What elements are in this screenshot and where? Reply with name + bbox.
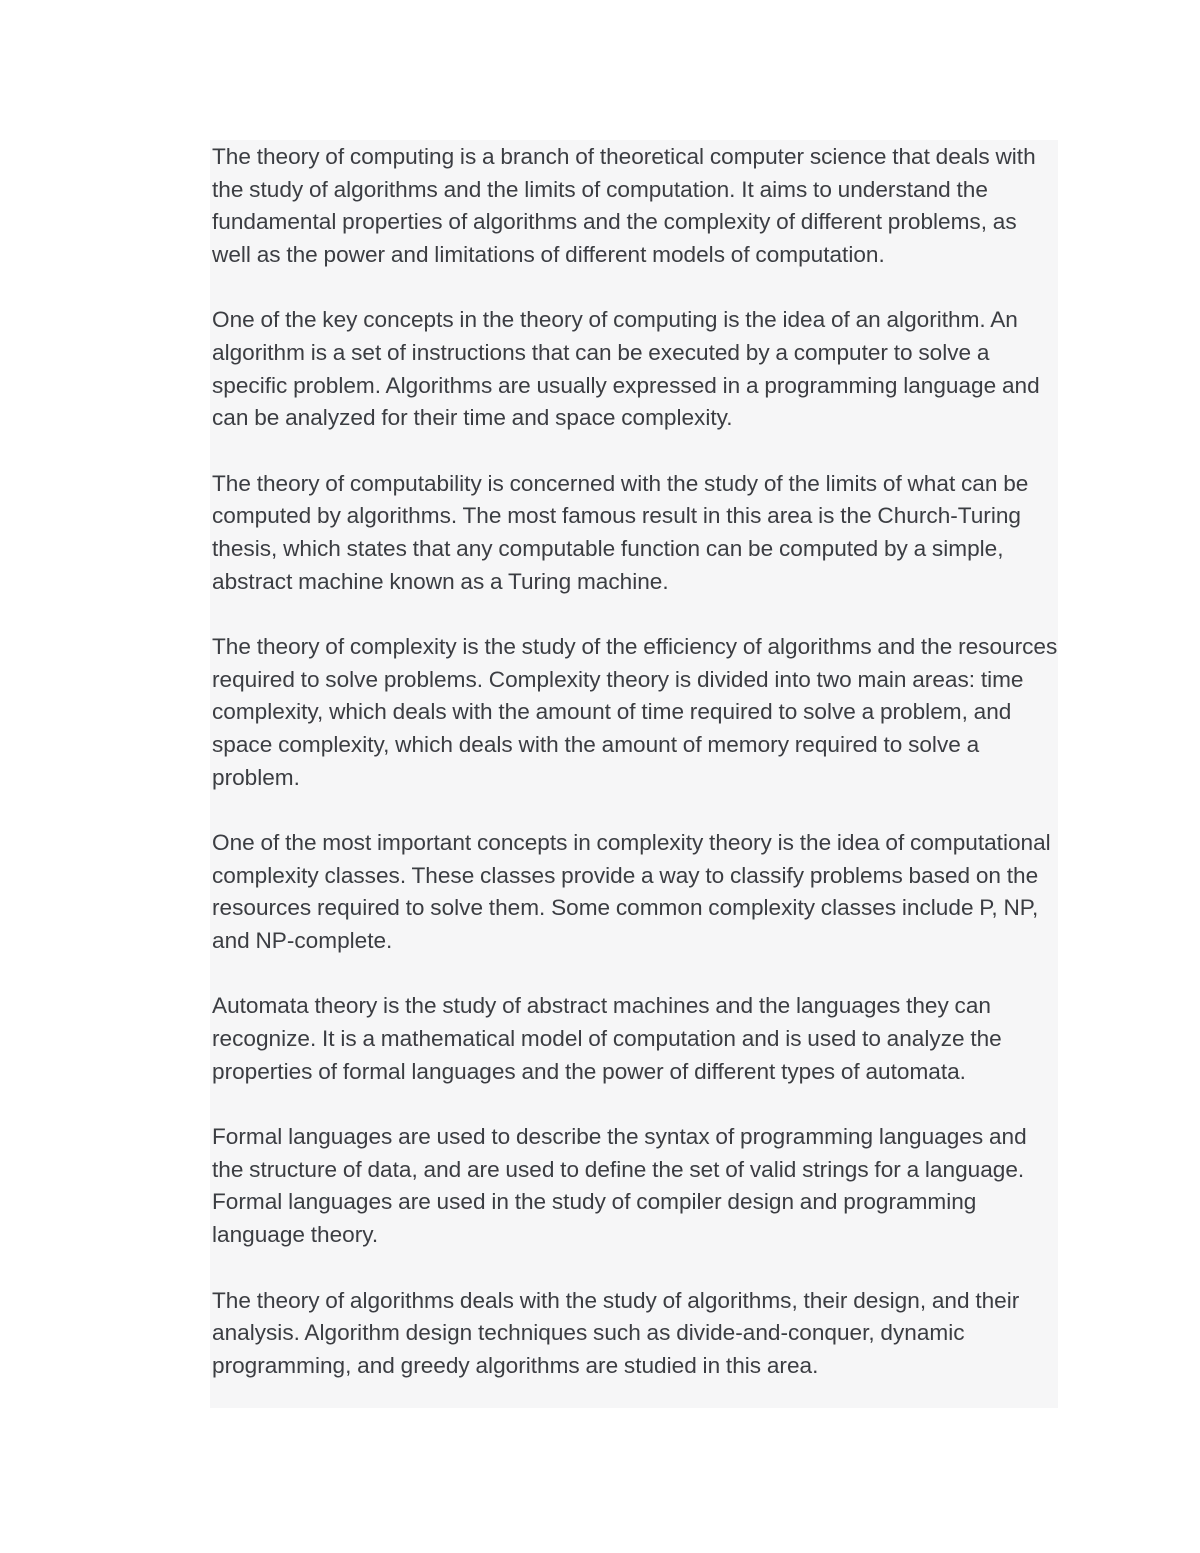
paragraph-6: Automata theory is the study of abstract machines and the languages they can recognize. It is a mathematical model of computation and is used to analyze the properties of formal languages and the power of different types of automata. <box>212 993 1002 1084</box>
paragraph-2: One of the key concepts in the theory of computing is the idea of an algorithm. An algorithm is a set of instructions that can be executed by a computer to solve a specific problem. Algorithms are usually expressed in a programming language and can be analyzed for their time and space complexity. <box>212 307 1040 431</box>
text-block <box>210 140 1058 1408</box>
paragraph-4: The theory of complexity is the study of the efficiency of algorithms and the resources required to solve problems. Complexity theory is divided into two main areas: time complexity, which deals with the amount of time required to solve a problem, and space complexity, which deals with the amount of memory required to solve a problem. <box>212 634 1058 790</box>
paragraph-3: The theory of computability is concerned with the study of the limits of what can be computed by algorithms. The most famous result in this area is the Church-Turing thesis, which states that any computable function can be computed by a simple, abstract machine known as a Turing machine. <box>212 470 1029 594</box>
paragraph-7: Formal languages are used to describe the syntax of programming languages and the structure of data, and are used to define the set of valid strings for a language. Formal languages are used in the study of compiler design and programming language theory. <box>212 1124 1027 1248</box>
paragraph-1: The theory of computing is a branch of theoretical computer science that deals with the study of algorithms and the limits of computation. It aims to understand the fundamental properties of algorithms and the complexity of different problems, as well as the power and limitations of different models of computation. <box>212 144 1036 267</box>
paragraph-5: One of the most important concepts in complexity theory is the idea of computational complexity classes. These classes provide a way to classify problems based on the resources required to solve them. Some common complexity classes include P, NP, and NP-complete. <box>212 830 1051 953</box>
paragraph-8: The theory of algorithms deals with the study of algorithms, their design, and their analysis. Algorithm design techniques such as divide-and-conquer, dynamic programming, and greedy algorithms are studied in this area. <box>212 1287 1020 1378</box>
